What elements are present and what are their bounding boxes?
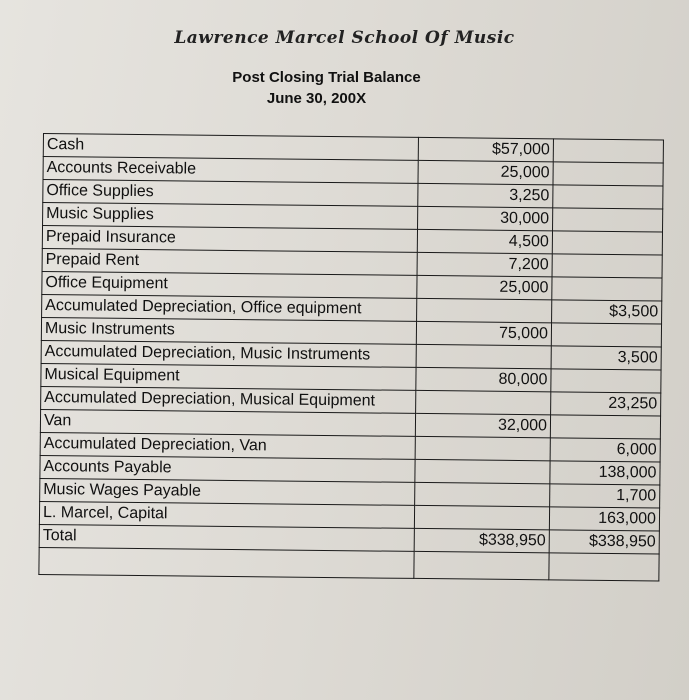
debit-cell: 4,500	[417, 229, 552, 253]
account-cell: Accumulated Depreciation, Music Instruments	[41, 340, 416, 367]
account-cell: Total	[39, 524, 414, 551]
account-cell: Accumulated Depreciation, Office equipment	[42, 294, 417, 321]
account-cell: Cash	[43, 134, 418, 161]
debit-cell	[415, 436, 550, 460]
account-cell: Music Instruments	[41, 317, 416, 344]
debit-cell	[416, 390, 551, 414]
account-cell: Musical Equipment	[41, 363, 416, 390]
trial-balance-table	[38, 133, 664, 581]
credit-cell: 1,700	[550, 484, 660, 508]
credit-cell	[553, 139, 663, 163]
school-name: Lawrence Marcel School Of Music	[174, 28, 515, 48]
account-cell: Van	[40, 409, 415, 436]
credit-cell: 6,000	[550, 438, 660, 462]
debit-cell: $338,950	[414, 528, 549, 552]
account-cell: Prepaid Rent	[42, 248, 417, 275]
debit-cell: 80,000	[416, 367, 551, 391]
debit-cell	[416, 344, 551, 368]
blank-cell	[549, 553, 659, 581]
credit-cell	[550, 415, 660, 439]
debit-cell	[415, 459, 550, 483]
account-cell: Music Wages Payable	[40, 478, 415, 505]
credit-cell: $338,950	[549, 530, 659, 554]
credit-cell	[552, 254, 662, 278]
credit-cell	[553, 208, 663, 232]
credit-cell: 23,250	[551, 392, 661, 416]
account-cell: Prepaid Insurance	[42, 226, 417, 253]
debit-cell: 32,000	[415, 413, 550, 437]
debit-cell: 25,000	[418, 160, 553, 184]
blank-cell	[414, 551, 549, 579]
debit-cell: 3,250	[418, 183, 553, 207]
credit-cell: 163,000	[549, 507, 659, 531]
debit-cell: 30,000	[418, 206, 553, 230]
report-title: Post Closing Trial Balance	[232, 69, 421, 86]
debit-cell	[414, 505, 549, 529]
account-cell: Accumulated Depreciation, Van	[40, 432, 415, 459]
credit-cell	[551, 323, 661, 347]
report-date: June 30, 200X	[266, 90, 367, 107]
credit-cell	[553, 162, 663, 186]
credit-cell: 138,000	[550, 461, 660, 485]
credit-cell	[553, 185, 663, 209]
credit-cell: $3,500	[552, 300, 662, 324]
credit-cell	[552, 277, 662, 301]
account-cell: Accumulated Depreciation, Musical Equipment	[41, 386, 416, 413]
debit-cell: 25,000	[417, 275, 552, 299]
credit-cell: 3,500	[551, 346, 661, 370]
account-cell: Music Supplies	[43, 203, 418, 230]
credit-cell	[552, 231, 662, 255]
account-cell: Office Supplies	[43, 180, 418, 207]
account-cell: Accounts Receivable	[43, 157, 418, 184]
debit-cell: $57,000	[418, 137, 553, 161]
debit-cell: 75,000	[416, 321, 551, 345]
debit-cell	[417, 298, 552, 322]
credit-cell	[551, 369, 661, 393]
blank-row	[39, 547, 659, 580]
account-cell: Office Equipment	[42, 271, 417, 298]
debit-cell: 7,200	[417, 252, 552, 276]
blank-cell	[39, 547, 414, 578]
debit-cell	[415, 482, 550, 506]
account-cell: Accounts Payable	[40, 455, 415, 482]
account-cell: L. Marcel, Capital	[39, 501, 414, 528]
